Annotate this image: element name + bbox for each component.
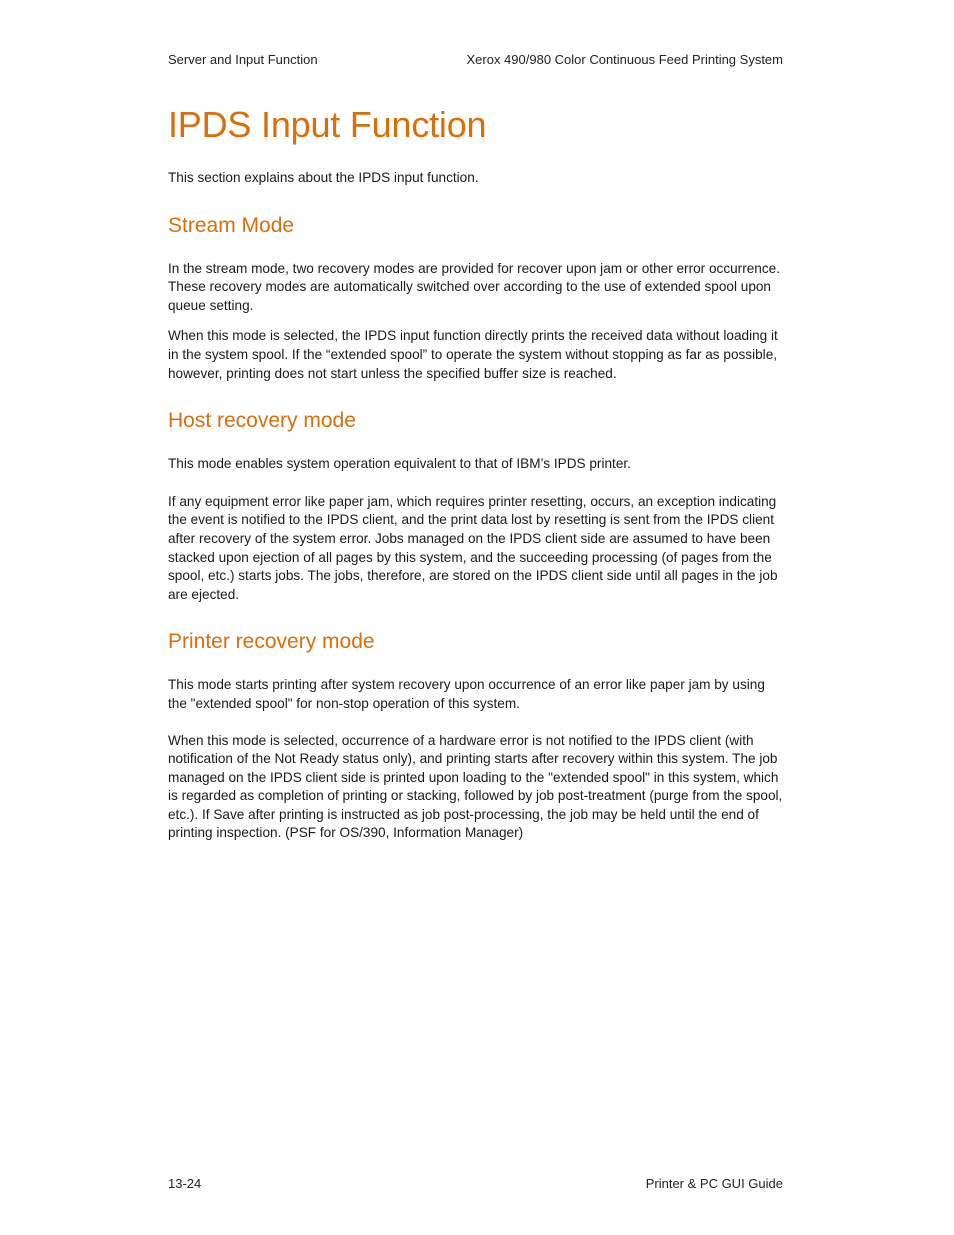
running-header-chapter: Server and Input Function — [168, 52, 318, 67]
host-recovery-paragraph-1: This mode enables system operation equivalent to that of IBM’s IPDS printer. — [168, 456, 631, 472]
host-recovery-paragraph-2: If any equipment error like paper jam, which requires printer resetting, occurs, an exception indicating the event is notified to the IPDS client, and the print data lost by resetting is sent from the IPDS client after recovery of the system error. Jobs managed on the IPDS client side are assumed to have been stacked upon ejection of all pages by this system, and the succeeding processing (of pages from the spool, etc.) starts jobs. The jobs, therefore, are stored on the IPDS client side until all pages in the job are ejected. — [168, 493, 778, 602]
running-footer-guide-title: Printer & PC GUI Guide — [645, 1176, 783, 1191]
section-heading-host-recovery-mode: Host recovery mode — [168, 409, 356, 433]
printer-recovery-paragraph-2: When this mode is selected, occurrence of a hardware error is not notified to the IPDS client (with notification of the Not Ready status only), and printing starts after recovery within this system. The job managed on the IPDS client side is printed upon loading to the "extended spool" in this system, which is regarded as completion of printing or stacking, followed by job post-treatment (purge from the spool, etc.). If Save after printing is instructed as job post-processing, the job may be held until the end of printing inspection. (PSF for OS/390, Information Manager) — [168, 732, 783, 841]
intro-paragraph: This section explains about the IPDS input function. — [168, 170, 479, 185]
section-heading-printer-recovery-mode: Printer recovery mode — [168, 630, 375, 654]
stream-mode-paragraph-2: When this mode is selected, the IPDS input function directly prints the received data without loading it in the system spool. If the “extended spool” to operate the system without stopping as far as possible, however, printing does not start unless the specified buffer size is reached. — [168, 328, 778, 381]
page-title: IPDS Input Function — [168, 104, 487, 145]
section-heading-stream-mode: Stream Mode — [168, 213, 295, 237]
main-content — [168, 100, 784, 843]
printer-recovery-paragraph-1: This mode starts printing after system recovery upon occurrence of an error like paper jam by using the "extended spool" for non-stop operation of this system. — [168, 677, 765, 711]
page-number: 13-24 — [168, 1176, 202, 1191]
running-header-product: Xerox 490/980 Color Continuous Feed Printing System — [466, 52, 783, 67]
stream-mode-paragraph-1: In the stream mode, two recovery modes are provided for recover upon jam or other error occurrence. These recovery modes are automatically switched over according to the use of extended spool upon queue setting. — [168, 260, 780, 313]
